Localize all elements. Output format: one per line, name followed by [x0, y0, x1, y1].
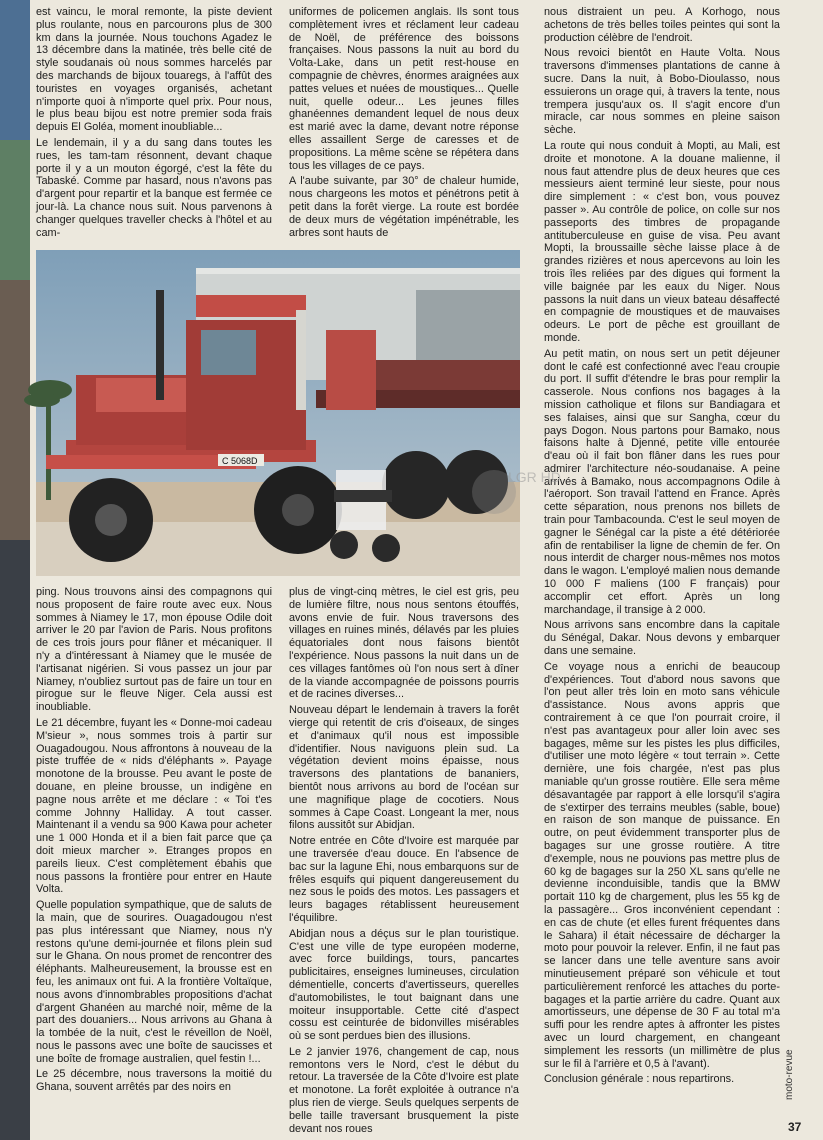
- paragraph: Le lendemain, il y a du sang dans toutes les rues, les tam-tam résonnent, devant chaque porte il y a un mouton égorgé, c'est la fête du Tabaské. Comme par hasard, nous n'avons pas d'argent pour repartir et la banque est fermée ce jour-là. La chance nous suit. Nous parvenons à changer quelques traveller checks à l'hôtel et au cam-: [36, 136, 272, 239]
- paragraph: Nouveau départ le lendemain à travers la forêt vierge qui retentit de cris d'oiseaux, de singes et d'animaux qu'il nous est impossible d'identifier. Nous naviguons plein sud. La végétation devient moins épaisse, nous traversons des plantations de bananiers, bientôt nous arrivons au bord de l'océan sur une magnifique plage de cocotiers. Nous sommes à Cape Coast. Longeant la mer, nous filons aussitôt sur Abidjan.: [289, 704, 519, 832]
- column-1-top: [36, 6, 272, 242]
- paragraph: est vaincu, le moral remonte, la piste devient plus roulante, nous en parcourons plus de 300 km dans la journée. Nous touchons Agadez le 13 décembre dans la matinée, très belle cité de style soudanais où nous sommes harcelés par des marchands de bijoux touaregs, à l'affût des touristes en voyages organisés, achetant n'importe quoi à n'importe quel prix. Pour nous, le plus beau bijou est notre premier soda frais depuis El Goléa, moment inoubliable...: [36, 6, 272, 134]
- paragraph: Quelle population sympathique, que de saluts de la main, que de sourires. Ouagadougou n'est pas plus intéressant que Niamey, nous n'y restons qu'une demi-journée et filons plein sud sur le Ghana. On nous promet de rencontrer des éléphants. Malheureusement, la brousse est en feu, les animaux ont fui. A la frontière Voltaïque, nous avons d'innombrables propositions d'achat d'argent Ghanéen au marché noir, même de la part des douaniers... Nous arrivons au Ghana à la tombée de la nuit, c'est le réveillon de Noël, nous le passons avec une boîte de saucisses et une boîte de fromage australien, quel festin !...: [36, 899, 272, 1065]
- paragraph: Le 25 décembre, nous traversons la moitié du Ghana, souvent arrêtés par des noirs en: [36, 1068, 272, 1094]
- column-3: [544, 6, 780, 1089]
- paragraph: plus de vingt-cinq mètres, le ciel est gris, peu de lumière filtre, nous nous sentons étouffés, avons envie de fuir. Nous traversons des villages en ruines minés, délavés par les pluies équatoriales dont nous faisons bientôt l'expérience. Nous passons la nuit dans un de ces villages fantômes où l'on nous sert à dîner de la viande accompagnée de poissons pourris et de racines diverses...: [289, 586, 519, 701]
- paragraph: uniformes de policemen anglais. Ils sont tous complètement ivres et réclament leur cadeau de Noël, de préférence des boissons françaises. Nous passons la nuit au bord du Volta-Lake, dans un petit rest-house en compagnie de chèvres, énormes araignées aux pattes velues et nuées de moustiques... Quelle nuit, quelle odeur... Les jeunes filles ghanéennes demandent lequel de nous deux est marié avec la dame, devant notre réponse elles assaillent Serge de caresses et de propositions. La même scène se répétera dans tous les villages de ce pays.: [289, 6, 519, 172]
- paragraph: Le 21 décembre, fuyant les « Donne-moi cadeau M'sieur », nous sommes trois à partir sur Ouagadougou. Nous affrontons à nouveau de la piste truffée de « nids d'éléphants ». Payage monotone de la brousse. Peu avant le poste de douane, en pleine brousse, un indigène en pagne nous arrête et me déclare : « Toi t'es comme Johnny Halliday. A tout casser. Maintenant il a vendu sa 900 Kawa pour acheter une 1 000 Honda et il a bien fait parce que ça doit mieux marcher ». Etranges propos en pareils lieux. C'est complètement ébahis que nous passons la frontière pour entrer en Haute Volta.: [36, 716, 272, 896]
- paragraph: Le 2 janvier 1976, changement de cap, nous remontons vers le Nord, c'est le début du retour. La traversée de la Côte d'Ivoire est plate et monotone. La forêt exploitée à outrance n'a plus rien de vierge. Seuls quelques serpents de belle taille traversant brusquement la piste devant nos roues: [289, 1045, 519, 1135]
- paragraph: Notre entrée en Côte d'Ivoire est marquée par une traversée d'eau douce. En l'absence de bac sur la lagune Ehi, nous embarquons sur de frêles esquifs qui piquent dangereusement du nez sous le poids des motos. Les passagers et leurs bagages rétablissent heureusement l'équilibre.: [289, 835, 519, 924]
- license-plate: C 5068D: [222, 456, 258, 466]
- adjacent-page-edge: [0, 0, 30, 1140]
- svg-text:LGR HD: LGR HD: [508, 469, 561, 485]
- paragraph: La route qui nous conduit à Mopti, au Mali, est droite et monotone. A la douane malienne, il nous faut attendre plus de deux heures que ces messieurs aient terminé leur sieste, pour nous dire simplement : « c'est bon, vous pouvez passer ». Au contrôle de police, on colle sur nos passeports des timbres de propagande antituberculeuse en guise de visa. Peu avant Mopti, la broussaille sèche laisse place à de grandes rizières et nous apercevons au loin les trois îles reliées par des digues qui forment la ville baignée par les eaux du Niger. Nous passons la nuit dans un vieux bateau désaffecté en compagnie de moustiques et de mauvaises odeurs. Le port de pêche est grouillant de monde.: [544, 139, 780, 344]
- watermark-logo: [464, 460, 561, 540]
- paragraph: nous distraient un peu. A Korhogo, nous achetons de très belles toiles peintes qui sont la production célèbre de l'endroit.: [544, 6, 780, 44]
- paragraph: Abidjan nous a déçus sur le plan touristique. C'est une ville de type européen moderne, avec force buildings, tours, pancartes publicitaires, enseignes lumineuses, circulation démentielle, concerts d'avertisseurs, querelles d'automobilistes, le tout baignant dans une moiteur insupportable. Cette cité d'aspect cossu est ceinturée de bidonvilles misérables où se sont perdues bien des illusions.: [289, 927, 519, 1043]
- column-1-bottom: [36, 586, 272, 1097]
- paragraph: Conclusion générale : nous repartirons.: [544, 1073, 735, 1086]
- paragraph: Ce voyage nous a enrichi de beaucoup d'expériences. Tout d'abord nous savons que l'on peut aller très loin en moto sans véhicule d'assistance. Nous avons appris que contrairement à ce que l'on pourrait croire, il n'est pas avantageux pour aller loin avec ses bagages, même sur les pistes les plus difficiles, d'utiliser une moto légère « tout terrain ». Cette dernière, une fois chargée, n'est pas plus maniable qu'un grosse routière. Elle sera même désavantagée par rapport à elle lorsqu'il s'agira de s'extirper des terrains meubles (sable, boue) en raison de son manque de puissance. En outre, on peut évidemment transporter plus de bagages sur une grosse routière. A titre d'exemple, nous ne pouvions pas mettre plus de 60 kg de bagages sur la 250 XL sans qu'elle ne devienne inconduisible, tandis que la BMW portait 110 kg de chargement, plus les 55 kg de la passagère... Gros inconvénient cependant : en cas de chute (et elles furent fréquentes dans le Sahara) il était nécessaire de décharger la moto pour pouvoir la relever. Enfin, il ne faut pas se lancer dans une telle aventure sans avoir minutieusement préparé son véhicule et tout particulièrement renforcé les attaches du porte-bagages et la partie arrière du cadre. Quant aux amortisseurs, une dépense de 30 F au total m'a suffi pour les rendre aptes à affronter les pistes avec un lourd chargement, en changeant simplement les ressorts (un millimètre de plus sur le fil à l'arrière et 0,5 à l'avant).: [544, 660, 780, 1070]
- truck-photo: [36, 250, 520, 576]
- paragraph: ping. Nous trouvons ainsi des compagnons qui nous proposent de faire route avec eux. Nous sommes à Niamey le 17, mon épouse Odile doit arriver le 20 par l'avion de Paris. Nous profitons de ces trois jours pour flâner et mécaniquer. Il n'y a d'intéressant à Niamey que le musée de l'artisanat nigérien. Si vous passez un jour par Niamey, n'oubliez surtout pas de faire un tour en pirogue sur le fleuve Niger. Cela aussi est inoubliable.: [36, 586, 272, 714]
- column-2-top: [289, 6, 519, 242]
- paragraph: Nous arrivons sans encombre dans la capitale du Sénégal, Dakar. Nous devons y embarquer dans une semaine.: [544, 619, 780, 658]
- paragraph: Au petit matin, on nous sert un petit déjeuner dont le café est confectionné avec l'eau croupie du port. Il suffit d'étendre le bras pour remplir la casserole. Nous confions nos bagages à la mission catholique et filons sur Bandiagara et ses falaises, ainsi que sur Sangha, cœur du pays Dogon. Nous partons pour Bamako, nous faisons halte à Djenné, petite ville entourée d'eau où il fait bon flâner dans les rues pour admirer l'architecture néo-soudanaise. A peine arrivés à Bamako, nous accompagnons Odile à l'aéroport. Son travail l'attend en France. Après cette séparation, nous prenons nos billets de train pour Tambacounda. C'est le seul moyen de gagner le Sénégal car la piste a été détériorée afin de rentabiliser la ligne de chemin de fer. On nous interdit de charger nous-mêmes nos motos dans le wagon. L'employé malien nous demande 10 000 F maliens (100 F français) pour accomplir cet effort. Après un long marchandage, il transige à 2 000.: [544, 347, 780, 616]
- page-number: 37: [788, 1120, 802, 1134]
- publication-name: moto-revue: [784, 1049, 795, 1101]
- paragraph: Nous revoici bientôt en Haute Volta. Nous traversons d'immenses plantations de canne à sucre. Dans la nuit, à Bobo-Dioulasso, nous essuierons un orage qui, à travers la tente, nous trempera jusqu'aux os. Il s'agit encore d'un miracle, car nous sommes en pleine saison sèche.: [544, 47, 780, 137]
- paragraph: A l'aube suivante, par 30° de chaleur humide, nous chargeons les motos et pénétrons petit à petit dans la forêt vierge. La route est bordée de deux murs de végétation impénétrable, les arbres sont hauts de: [289, 175, 519, 239]
- column-2-bottom: [289, 586, 519, 1138]
